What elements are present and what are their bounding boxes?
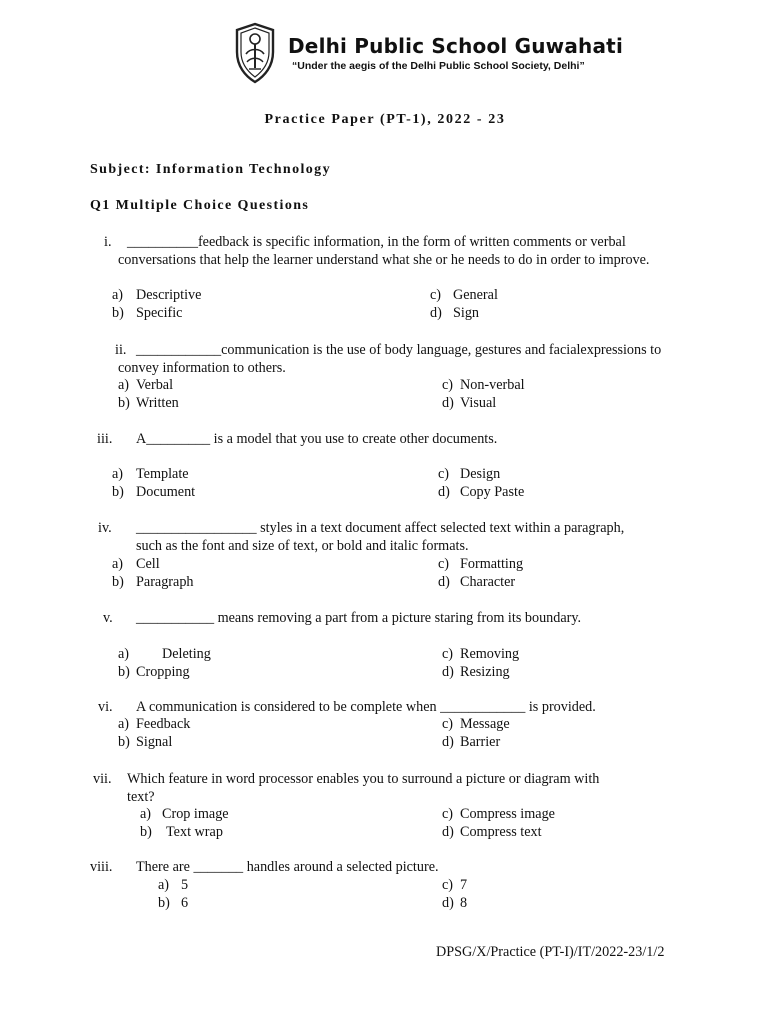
option-text: General [453, 287, 498, 303]
question-number: i. [104, 234, 112, 250]
question-text-line: A communication is considered to be complete when ____________ is provided. [136, 699, 596, 715]
option-label: b) [118, 664, 130, 680]
option-text: Copy Paste [460, 484, 525, 500]
option-text: Template [136, 466, 189, 482]
question-text-line: text? [127, 789, 155, 805]
option-text: Non-verbal [460, 377, 525, 393]
option-text: Verbal [136, 377, 174, 393]
question-text-line: ___________ means removing a part from a picture staring from its boundary. [136, 610, 582, 626]
footer-code: DPSG/X/Practice (PT-I)/IT/2022-23/1/2 [436, 944, 665, 960]
option-label: d) [430, 305, 442, 321]
question-text-line: __________feedback is specific information, in the form of written comments or verbal [127, 234, 626, 250]
option-text: 6 [181, 895, 189, 911]
option-text: Formatting [460, 556, 524, 572]
school-logo [232, 22, 278, 84]
option-text: Written [136, 395, 179, 411]
option-text: Crop image [162, 806, 229, 822]
option-label: a) [112, 287, 124, 303]
subject-line: Subject: Information Technology [90, 162, 331, 177]
option-label: a) [140, 806, 152, 822]
option-text: Design [460, 466, 501, 482]
option-text: Compress image [460, 806, 555, 822]
option-label: c) [442, 806, 454, 822]
question-text-line: such as the font and size of text, or bold and italic formats. [136, 538, 469, 554]
option-text: Descriptive [136, 287, 202, 303]
option-text: Deleting [162, 646, 211, 662]
question-text-line: convey information to others. [118, 360, 286, 376]
option-label: b) [112, 574, 124, 590]
question-text-line: _________________ styles in a text document affect selected text within a paragraph, [136, 520, 625, 536]
option-label: d) [442, 734, 454, 750]
option-label: b) [112, 305, 124, 321]
question-text-line: Which feature in word processor enables you to surround a picture or diagram with [127, 771, 600, 787]
option-label: c) [430, 287, 442, 303]
question-text-line: ____________communication is the use of body language, gestures and facialexpressions to [136, 342, 662, 358]
option-text: Resizing [460, 664, 510, 680]
option-text: Signal [136, 734, 173, 750]
option-label: c) [442, 877, 454, 893]
option-label: c) [442, 377, 454, 393]
option-text: Compress text [460, 824, 542, 840]
option-label: c) [438, 556, 450, 572]
option-text: Cell [136, 556, 160, 572]
option-text: Document [136, 484, 196, 500]
question-text-line: A_________ is a model that you use to create other documents. [136, 431, 498, 447]
option-text: Specific [136, 305, 183, 321]
option-text: Message [460, 716, 510, 732]
option-label: c) [438, 466, 450, 482]
question-text-line: conversations that help the learner understand what she or he needs to do in order to improve. [118, 252, 650, 268]
option-label: c) [442, 716, 454, 732]
option-text: 5 [181, 877, 189, 893]
option-label: a) [158, 877, 170, 893]
school-crest-icon [232, 22, 278, 84]
question-number: iii. [97, 431, 113, 447]
option-text: Feedback [136, 716, 191, 732]
paper-title: Practice Paper (PT-1), 2022 - 23 [264, 112, 506, 127]
option-text: Visual [460, 395, 497, 411]
question-number: vi. [98, 699, 113, 715]
option-label: d) [442, 895, 454, 911]
option-text: Cropping [136, 664, 190, 680]
question-number: ii. [115, 342, 127, 358]
option-label: d) [442, 664, 454, 680]
option-text: Removing [460, 646, 520, 662]
section-title: Q1 Multiple Choice Questions [90, 198, 310, 213]
question-number: viii. [90, 859, 113, 875]
question-number: v. [103, 610, 113, 626]
school-motto: “Under the aegis of the Delhi Public School Society, Delhi” [292, 60, 585, 72]
option-label: a) [118, 377, 130, 393]
option-label: a) [112, 466, 124, 482]
school-name: Delhi Public School Guwahati [288, 34, 623, 58]
option-label: b) [140, 824, 152, 840]
option-text: 7 [460, 877, 468, 893]
question-number: vii. [93, 771, 112, 787]
option-label: b) [112, 484, 124, 500]
option-label: d) [438, 574, 450, 590]
option-text: Sign [453, 305, 480, 321]
question-number: iv. [98, 520, 112, 536]
option-label: a) [118, 716, 130, 732]
option-text: Paragraph [136, 574, 194, 590]
option-text: 8 [460, 895, 468, 911]
option-label: b) [118, 395, 130, 411]
option-label: b) [158, 895, 170, 911]
option-label: b) [118, 734, 130, 750]
option-text: Text wrap [166, 824, 223, 840]
option-text: Character [460, 574, 516, 590]
option-label: d) [438, 484, 450, 500]
option-text: Barrier [460, 734, 501, 750]
option-label: a) [112, 556, 124, 572]
option-label: d) [442, 395, 454, 411]
option-label: a) [118, 646, 130, 662]
question-text-line: There are _______ handles around a selected picture. [136, 859, 439, 875]
option-label: d) [442, 824, 454, 840]
option-label: c) [442, 646, 454, 662]
